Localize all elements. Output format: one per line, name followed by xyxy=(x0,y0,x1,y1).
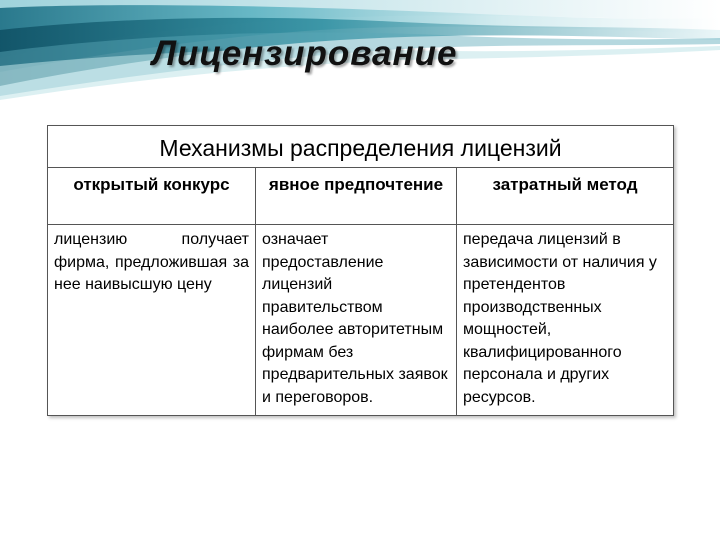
header-open-competition: открытый конкурс xyxy=(48,168,256,225)
slide-title: Лицензирование xyxy=(152,34,458,73)
table-row xyxy=(48,225,674,416)
header-cost-method: затратный метод xyxy=(457,168,674,225)
license-mechanisms-table xyxy=(47,125,674,416)
cell-explicit-preference: означает предоставление лицензий правительством наиболее авторитетным фирмам без предварительных заявок и переговоров. xyxy=(256,225,457,416)
cell-cost-method: передача лицензий в зависимости от наличия у претендентов производственных мощностей, квалифицированного персонала и других ресурсов. xyxy=(457,225,674,416)
table-header-row xyxy=(48,168,674,225)
table-caption: Механизмы распределения лицензий xyxy=(48,126,674,168)
cell-open-competition: лицензию получает фирма, предложившая за нее наивысшую цену xyxy=(48,225,256,416)
table-caption-row xyxy=(48,126,674,168)
header-explicit-preference: явное предпочтение xyxy=(256,168,457,225)
